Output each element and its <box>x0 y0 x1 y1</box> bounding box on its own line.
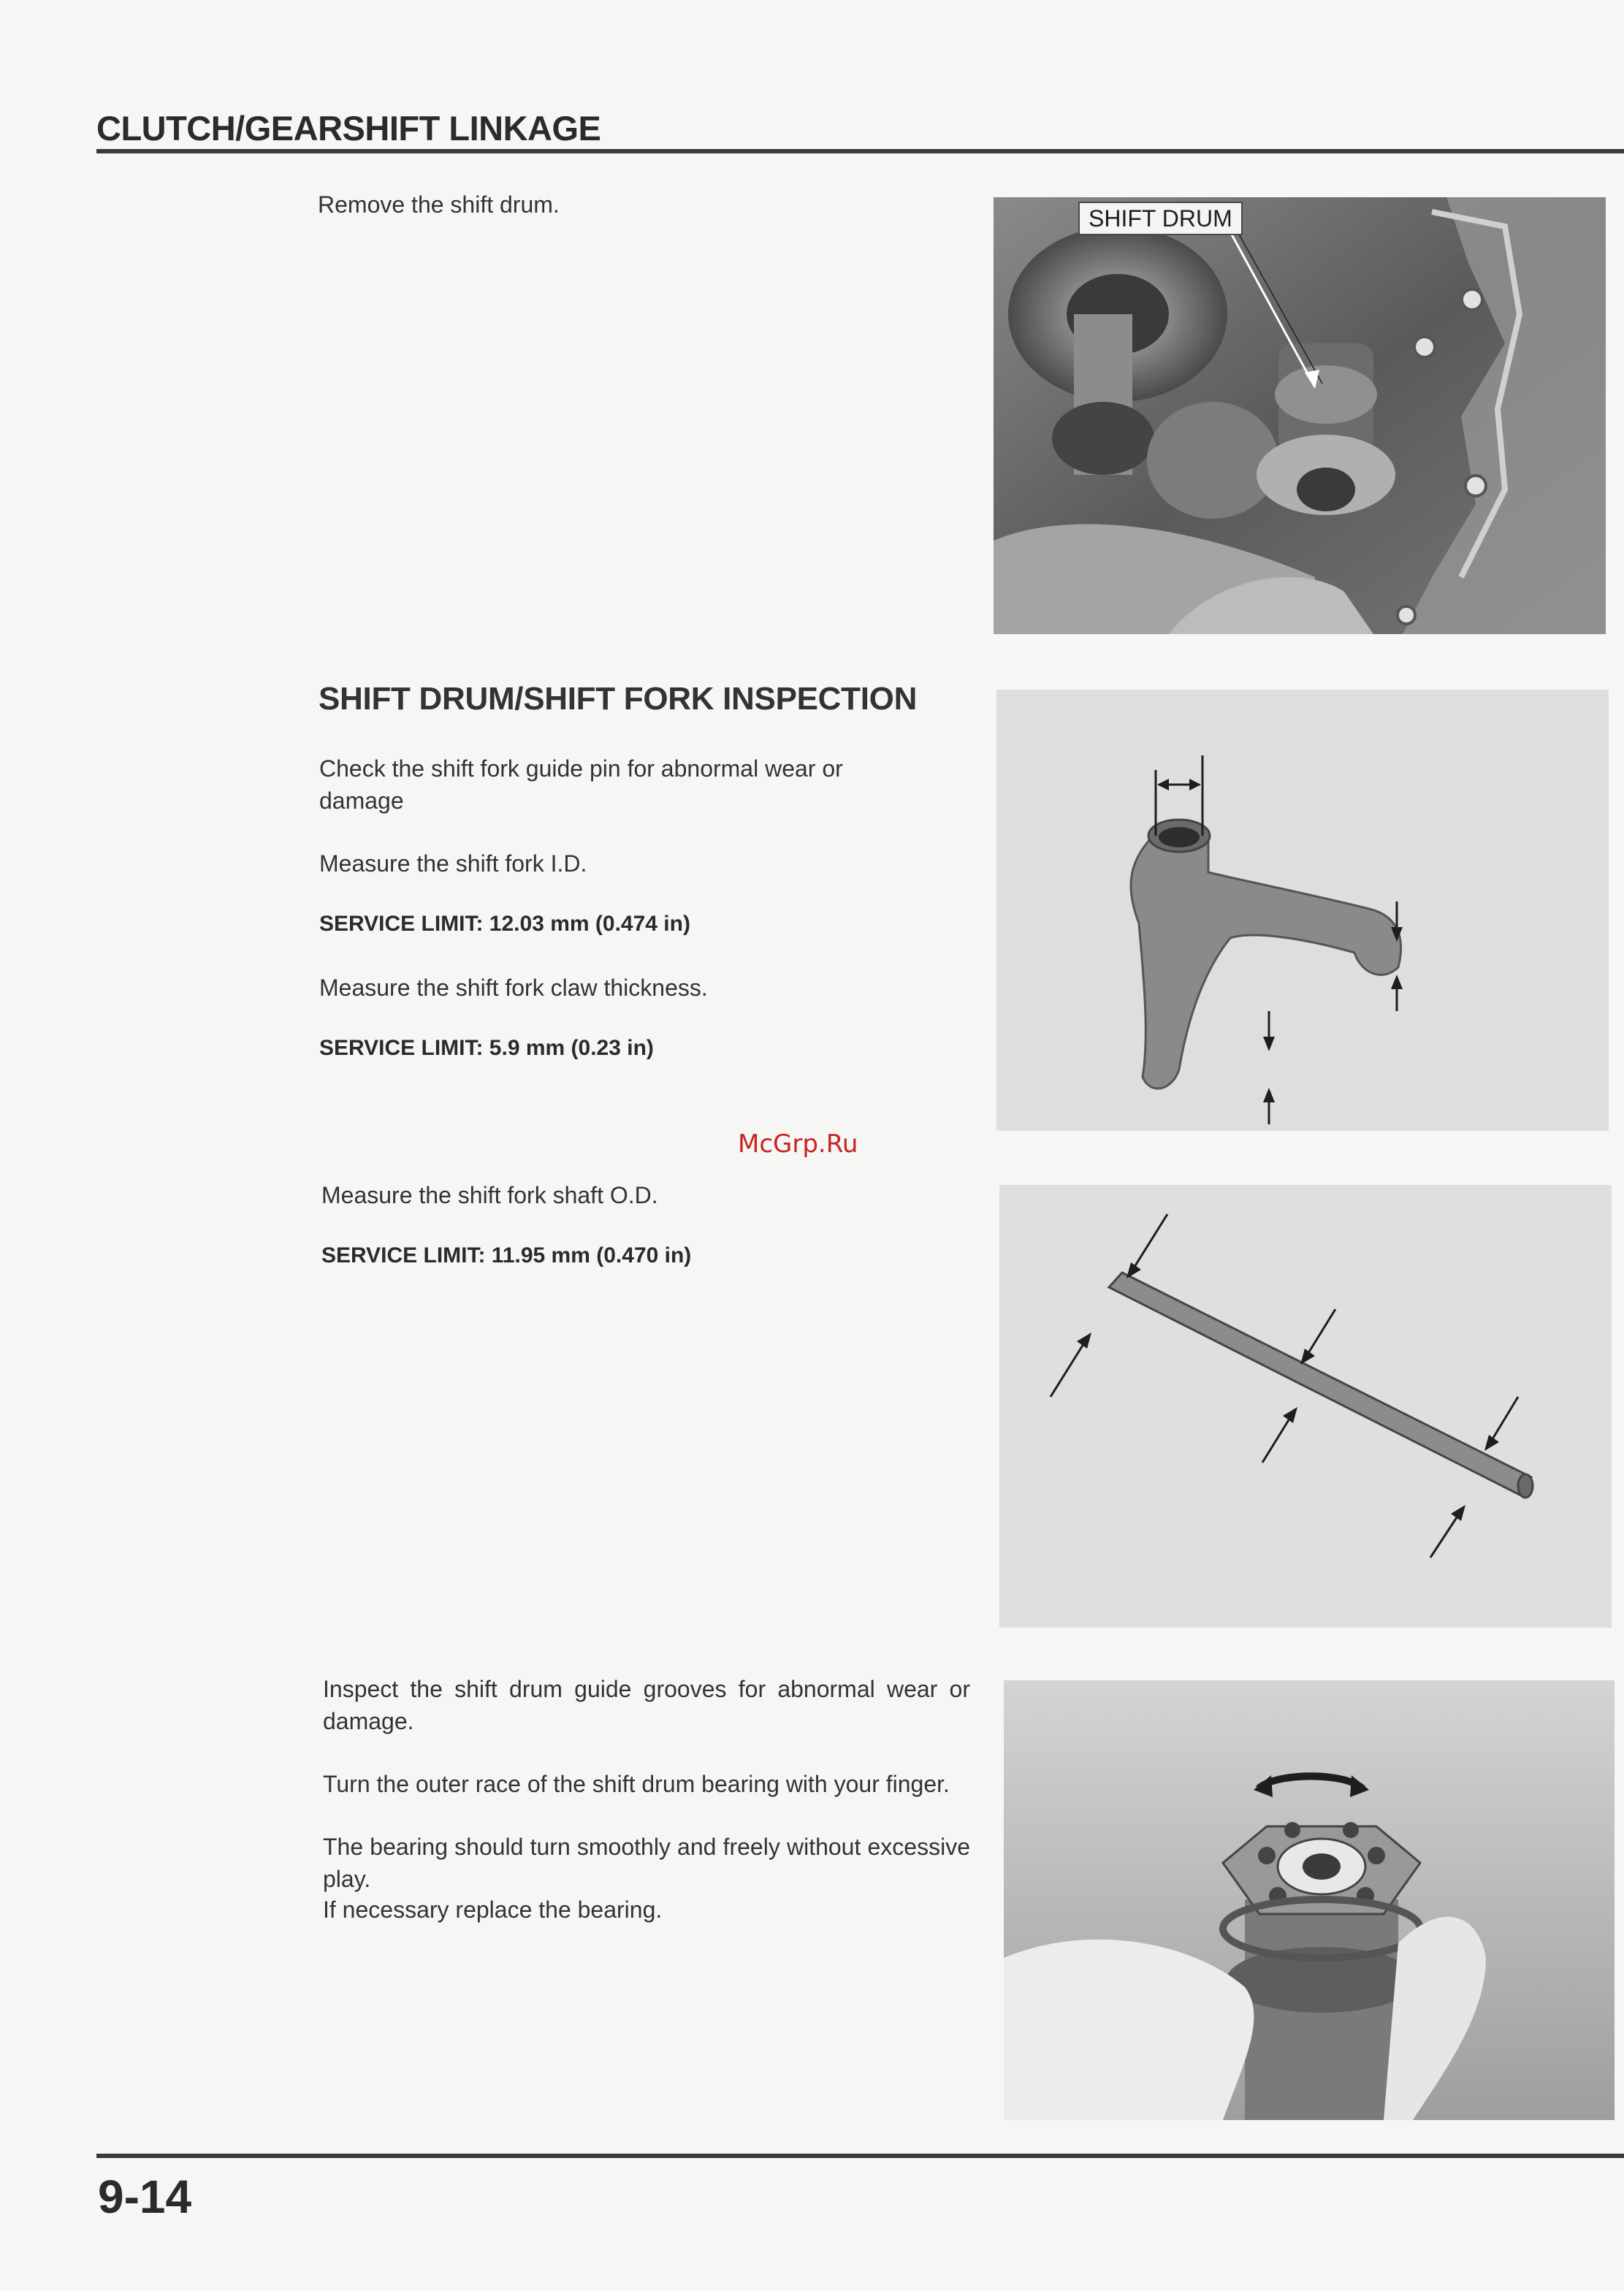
service-limit-shaft-od: SERVICE LIMIT: 11.95 mm (0.470 in) <box>321 1243 692 1268</box>
instruction-check-guide-pin: Check the shift fork guide pin for abnormal wear or damage <box>319 755 843 814</box>
shift-fork-figure <box>996 690 1609 1131</box>
service-limit-fork-id: SERVICE LIMIT: 12.03 mm (0.474 in) <box>319 912 690 936</box>
shift-drum-bearing-photo <box>1004 1680 1615 2120</box>
instruction-remove-drum: Remove the shift drum. <box>318 191 560 218</box>
header-rule <box>96 149 1624 153</box>
page-header-title: CLUTCH/GEARSHIFT LINKAGE <box>96 109 601 148</box>
instruction-replace-bearing: If necessary replace the bearing. <box>323 1897 663 1923</box>
instruction-inspect-grooves: Inspect the shift drum guide grooves for abnormal wear or damage. <box>323 1676 970 1734</box>
page-number: 9-14 <box>98 2170 192 2223</box>
instruction-measure-shaft-od: Measure the shift fork shaft O.D. <box>321 1182 658 1208</box>
instruction-turn-outer-race: Turn the outer race of the shift drum bearing with your finger. <box>323 1771 950 1797</box>
section-heading-inspection: SHIFT DRUM/SHIFT FORK INSPECTION <box>319 681 918 717</box>
instruction-measure-claw: Measure the shift fork claw thickness. <box>319 975 708 1001</box>
shift-drum-callout-label: SHIFT DRUM <box>1078 202 1243 235</box>
watermark-text: McGrp.Ru <box>738 1129 858 1159</box>
shift-drum-photo <box>994 197 1606 634</box>
shift-fork-shaft-figure <box>999 1185 1612 1628</box>
instruction-measure-fork-id: Measure the shift fork I.D. <box>319 850 587 877</box>
footer-rule <box>96 2154 1624 2158</box>
service-limit-claw: SERVICE LIMIT: 5.9 mm (0.23 in) <box>319 1036 654 1060</box>
instruction-bearing-smooth: The bearing should turn smoothly and freely without excessive play. <box>323 1834 970 1892</box>
